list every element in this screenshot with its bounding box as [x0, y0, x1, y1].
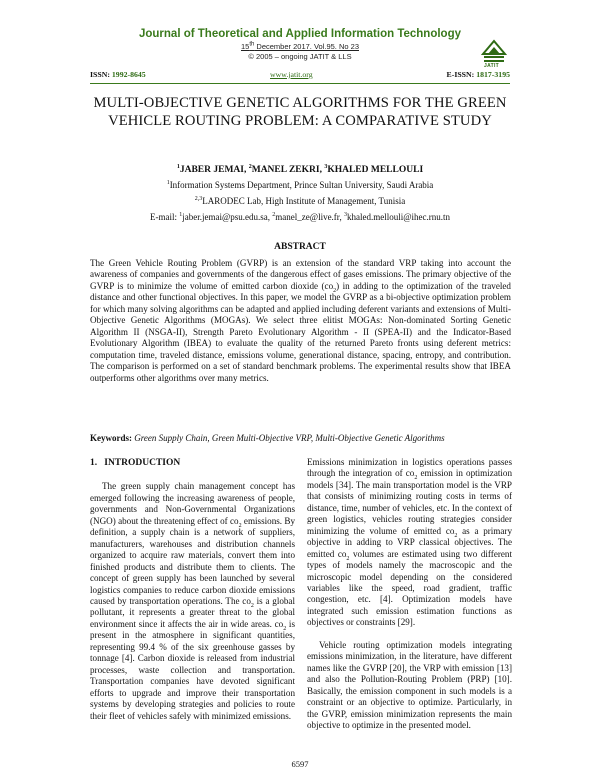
journal-issue: 15th December 2017. Vol.95. No 23	[240, 41, 359, 51]
email-address[interactable]: manel_ze@live.fr,	[275, 212, 344, 222]
eissn: E-ISSN: 1817-3195	[446, 70, 510, 79]
journal-header	[0, 28, 600, 61]
journal-name: Journal of Theoretical and Applied Information Technology	[138, 28, 462, 40]
author-list: $^1$JABER JEMAI, $^2$MANEL ZEKRI, $^3$KHALED MELLOULI	[176, 163, 424, 175]
journal-copyright: © 2005 – ongoing JATIT & LLS	[248, 52, 352, 61]
email-address[interactable]: khaled.mellouli@ihec.rnu.tn	[346, 212, 450, 222]
abstract-text: The Green Vehicle Routing Problem (GVRP) is an extension of the standard VRP taking into account the awareness of companies and governments of the dangerous effect of gases emissions. The primary objective of the GVRP is to minimize the volume of emitted carbon dioxide $(co_2)$ in adding to the optimization of the traveled distance and other functional objectives. In this paper, we model the GVRP as a bi-objective optimization problem for which many solving algorithms can be adapted and applied including deferent variants and extensions of Multi-Objective Genetic Algorithms (MOGAs). We select three elitist MOGAs: Non-dominated Sorting Genetic Algorithm II (NSGA-II), Strength Pareto Evolutionary Algorithm - II (SPEA-II) and the Indicator-Based Evolutionary Algorithm (IBEA) to evaluate the quality of the returned Pareto fronts using deferent metrics: computation time, traveled distance, emissions volume, generational distance, spacing, entropy, and contribution. The comparison is performed on a set of standard benchmark problems. The experimental results show that IBEA outperforms other algorithms over many metrics.	[90, 258, 511, 383]
author-name: MANEL ZEKRI,	[251, 165, 325, 175]
body-left-column	[90, 458, 295, 722]
body-right-column	[307, 457, 512, 731]
issn: ISSN: 1992-8645	[90, 70, 146, 79]
paragraph: The green supply chain management concept has emerged following the increasing awareness of people, governments and Non-Governmental Organizations (NGO) about the threatening effect of $co_2$ emissions. By definition, a supply chain is a network of suppliers, manufacturers, warehouses and distribution channels organized to acquire raw materials, convert them into finished products and distribute them to clients. The concept of green supply has been launched by several logistics companies to reduce carbon dioxide emissions caused by transportation operations. The $co_2$ is a global pollutant, it represents a greater threat to the global environment since it affects the air in wide areas. $co_2$ is present in the atmosphere in significant quantities, representing 99.4 % of the six greenhouse gasses by tonnage [4]. Carbon dioxide is released from industrial processes, waste collection and transportation. Transportation companies have devoted significant efforts to upgrade and improve their transportation systems by developing strategies and policies to route their fleet of vehicles safely with minimized emissions.	[90, 481, 296, 721]
affiliation-1: $^1$Information Systems Department, Prince Sultan University, Saudi Arabia	[166, 180, 434, 190]
page-number: 6597	[291, 759, 309, 769]
logo-text: JATIT	[484, 63, 500, 69]
section-heading: 1. INTRODUCTION	[90, 458, 181, 468]
email-address[interactable]: jaber.jemai@psu.edu.sa,	[182, 212, 273, 222]
jatit-logo-icon	[481, 38, 507, 64]
issn-row	[90, 70, 510, 82]
author-name: JABER JEMAI,	[179, 165, 249, 175]
header-divider	[90, 83, 510, 84]
keywords: Keywords: Green Supply Chain, Green Multi-Objective VRP, Multi-Objective Genetic Algorithms	[90, 433, 445, 443]
paragraph: Emissions minimization in logistics operations passes through the integration of $co_2$ emission in optimization models [34]. The main transportation model is the VRP that consists of minimizing routing costs in terms of distance, time, number of vehicles, etc. In the context of green logistics, vehicles routing strategies consider minimizing the volume of emitted $co_2$ as a primary objective in adding to VRP classical objectives. The emitted $co_2$ volumes are estimated using two different types of models namely the macroscopic and the microscopic model depending on the considered variables like the speed, road gradient, traffic congestion, etc. [4]. Optimization models have integrated such emission estimation functions as objectives or constraints [29].	[307, 457, 513, 628]
paper-title: MULTI-OBJECTIVE GENETIC ALGORITHMS FOR THE GREEN VEHICLE ROUTING PROBLEM: A COMPARATIVE STUDY	[93, 95, 507, 129]
journal-website-link[interactable]: www.jatit.org	[270, 70, 313, 79]
author-name: KHALED MELLOULI	[327, 165, 424, 175]
abstract-heading: ABSTRACT	[274, 242, 326, 252]
author-emails: E-mail: $^1$jaber.jemai@psu.edu.sa, $^2$manel_ze@live.fr, $^3$khaled.mellouli@ihec.rnu.tn	[150, 212, 450, 222]
affiliation-2: $^{2,3}$LARODEC Lab, High Institute of Management, Tunisia	[194, 196, 406, 206]
paragraph: Vehicle routing optimization models integrating emissions minimization, in the literature, have different names like the GVRP [20], the VRP with emission [13] and also the Pollution-Routing Problem (PRP) [10]. Basically, the emission component in such models is a constraint or an objective to optimize. Particularly, in the GVRP, emission minimization represents the main objective to optimize in the presented model.	[307, 639, 512, 730]
